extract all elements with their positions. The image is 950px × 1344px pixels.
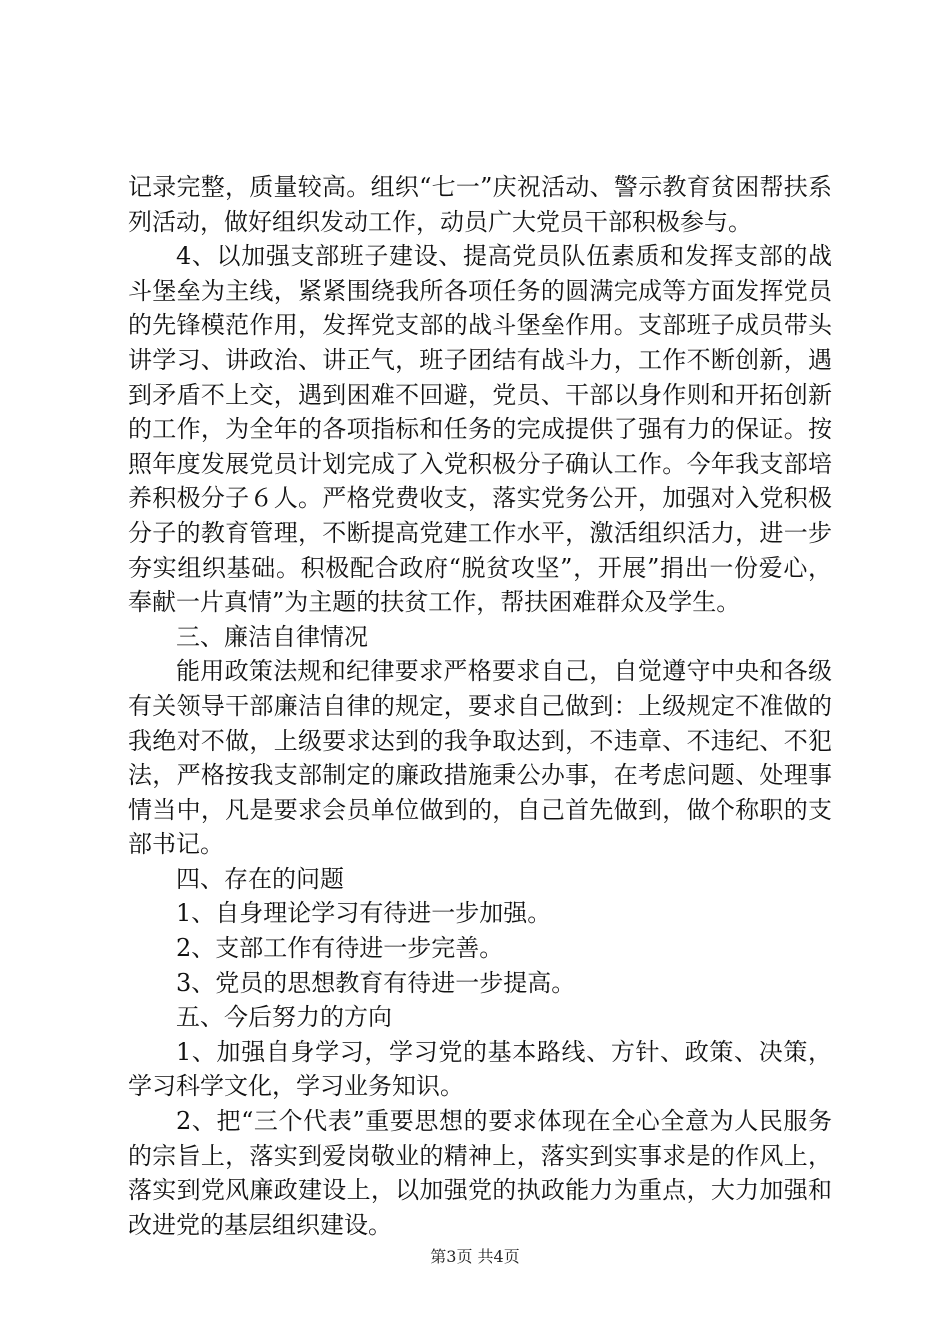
- problem-item-1: 1、自身理论学习有待进一步加强。: [176, 899, 552, 928]
- paragraph-integrity: 能用政策法规和纪律要求严格要求自己，自觉遵守中央和各级有关领导干部廉洁自律的规定，要求自己做到：上级规定不准做的我绝对不做，上级要求达到的我争取达到，不违章、不违纪、不犯法，严格按我支部制定的廉政措施秉公办事，在考虑问题、处理事情当中，凡是要求会员单位做到的，自己首先做到，做个称职的支部书记。: [128, 657, 832, 859]
- section-heading-future: 五、今后努力的方向: [176, 1003, 392, 1032]
- paragraph-item-4: 4、以加强支部班子建设、提高党员队伍素质和发挥支部的战斗堡垒为主线，紧紧围绕我所各项任务的圆满完成等方面发挥党员的先锋模范作用，发挥党支部的战斗堡垒作用。支部班子成员带头讲学习、讲政治、讲正气，班子团结有战斗力，工作不断创新，遇到矛盾不上交，遇到困难不回避，党员、干部以身作则和开拓创新的工作，为全年的各项指标和任务的完成提供了强有力的保证。按照年度发展党员计划完成了入党积极分子确认工作。今年我支部培养积极分子６人。严格党费收支，落实党务公开，加强对入党积极分子的教育管理，不断提高党建工作水平，激活组织活力，进一步夯实组织基础。积极配合政府“脱贫攻坚”，开展”捐出一份爱心，奉献一片真情”为主题的扶贫工作，帮扶困难群众及学生。: [128, 242, 832, 617]
- future-item-1: 1、加强自身学习，学习党的基本路线、方针、政策、决策，学习科学文化，学习业务知识。: [128, 1037, 832, 1101]
- section-heading-problems: 四、存在的问题: [176, 864, 344, 893]
- problem-item-3: 3、党员的思想教育有待进一步提高。: [176, 968, 576, 997]
- page-footer: 第3页 共4页: [430, 1247, 520, 1266]
- paragraph-continuation: 记录完整，质量较高。组织“七一”庆祝活动、警示教育贫困帮扶系列活动，做好组织发动工作，动员广大党员干部积极参与。: [128, 173, 832, 236]
- document-body: [128, 170, 832, 1242]
- problem-item-2: 2、支部工作有待进一步完善。: [176, 934, 504, 963]
- future-item-2: 2、把“三个代表”重要思想的要求体现在全心全意为人民服务的宗旨上，落实到爱岗敬业的精神上，落实到实事求是的作风上，落实到党风廉政建设上，以加强党的执政能力为重点，大力加强和改进党的基层组织建设。: [128, 1107, 832, 1239]
- section-heading-integrity: 三、廉洁自律情况: [176, 622, 368, 651]
